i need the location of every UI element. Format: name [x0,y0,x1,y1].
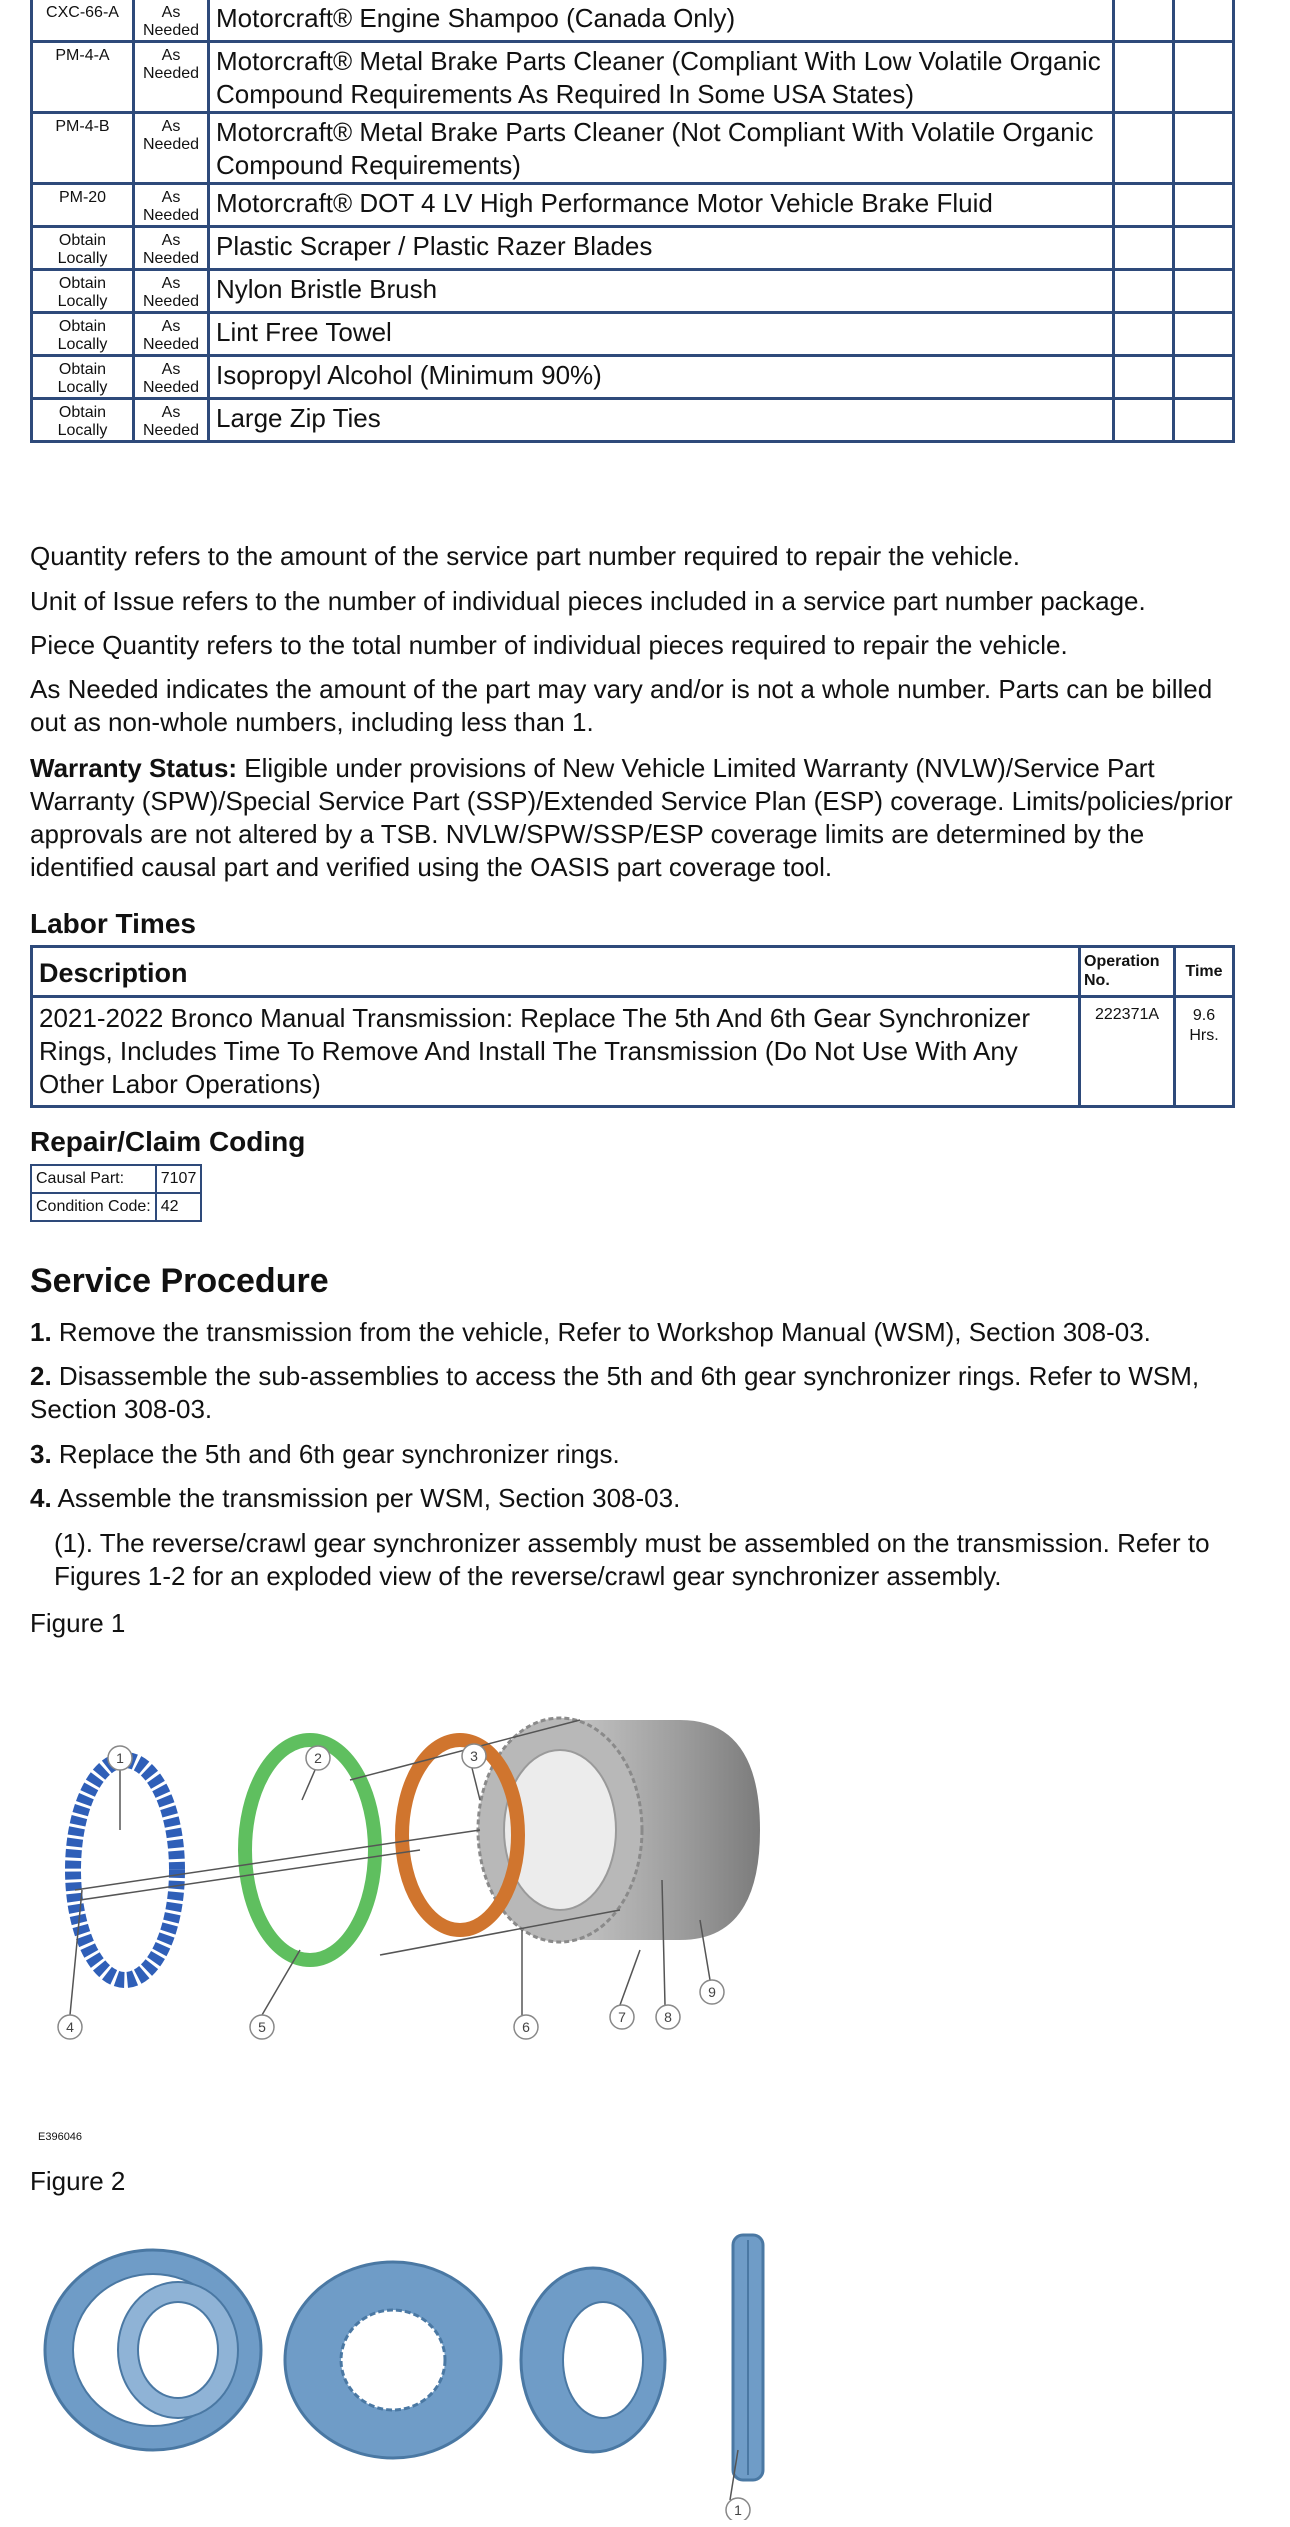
callout-number: 7 [618,2009,626,2025]
quantity-cell: As Needed [134,356,209,399]
callout-number: 4 [66,2019,74,2035]
parts-table-row [32,227,1234,270]
figure-1-label: Figure 1 [30,1608,126,1638]
part-number-cell: PM-4-B [32,113,134,184]
blank-cell [1174,42,1234,113]
parts-table-row [32,0,1234,42]
labor-col-description: Description [32,947,1080,997]
description-cell: Plastic Scraper / Plastic Razer Blades [209,227,1114,270]
procedure-step [30,1316,1260,1349]
condition-code-label: Condition Code: [31,1193,156,1221]
labor-table [30,945,1235,1108]
parts-table-row [32,270,1234,313]
description-cell: Lint Free Towel [209,313,1114,356]
parts-table [30,0,1235,443]
callout-number: 3 [470,1748,478,1764]
blank-cell [1174,184,1234,227]
parts-table-row [32,356,1234,399]
coding-table [30,1164,202,1222]
step-number: 2. [30,1361,52,1391]
repair-claim-coding-heading: Repair/Claim Coding [30,1126,306,1157]
blank-cell [1114,113,1174,184]
quantity-cell: As Needed [134,399,209,442]
step-text: Replace the 5th and 6th gear synchronizer rings. [51,1439,620,1469]
blank-cell [1174,0,1234,42]
as-needed-note: As Needed indicates the amount of the part may vary and/or is not a whole number. Parts can be billed out as non-whole numbers, including less than 1. [30,674,1213,737]
blank-cell [1114,184,1174,227]
parts-table-row [32,399,1234,442]
labor-row [32,997,1234,1107]
parts-table-row [32,42,1234,113]
description-cell: Motorcraft® Metal Brake Parts Cleaner (Compliant With Low Volatile Organic Compound Requirements As Required In Some USA States) [209,42,1114,113]
quantity-cell: As Needed [134,0,209,42]
step-number: 4. [30,1483,52,1513]
labor-col-time: Time [1175,947,1234,997]
step-number: 1. [30,1317,52,1347]
description-cell: Nylon Bristle Brush [209,270,1114,313]
piece-quantity-note: Piece Quantity refers to the total number of individual pieces required to repair the vehicle. [30,630,1068,660]
warranty-text: Eligible under provisions of New Vehicle Limited Warranty (NVLW)/Service Part Warranty (SPW)/Special Service Part (SSP)/Extended Service Plan (ESP) coverage. Limits/policies/prior approvals are not altered by a TSB. NVLW/SPW/SSP/ESP coverage limits are determined by the identified causal part and verified using the OASIS part coverage tool. [30,753,1233,882]
step-text: Assemble the transmission per WSM, Section 308-03. [51,1483,681,1513]
labor-times-heading: Labor Times [30,908,196,939]
description-cell: Motorcraft® Engine Shampoo (Canada Only) [209,0,1114,42]
parts-table-row [32,313,1234,356]
step-text: Disassemble the sub-assemblies to access the 5th and 6th gear synchronizer rings. Refer to WSM, Section 308-03. [30,1361,1200,1424]
quantity-note: Quantity refers to the amount of the service part number required to repair the vehicle. [30,541,1020,571]
blank-cell [1114,0,1174,42]
condition-code-value: 42 [156,1193,202,1221]
blank-cell [1114,399,1174,442]
part-number-cell: Obtain Locally [32,227,134,270]
part-number-cell: Obtain Locally [32,313,134,356]
blue-ring-shape [73,1760,177,1980]
procedure-step [30,1438,1260,1471]
callout-number: 8 [664,2009,672,2025]
callout-number: 1 [734,2502,742,2518]
description-cell: Large Zip Ties [209,399,1114,442]
synchronizer-ring-shape [521,2268,665,2452]
figure-1-code: E396046 [38,2131,83,2143]
hub-gear-shape [285,2262,501,2458]
callout-number: 2 [314,1750,322,1766]
quantity-cell: As Needed [134,113,209,184]
part-number-cell: CXC-66-A [32,0,134,42]
thin-ring-shape [733,2235,763,2480]
green-ring-shape [245,1740,375,1960]
parts-table-row [32,113,1234,184]
blank-cell [1174,270,1234,313]
blank-cell [1114,270,1174,313]
blank-cell [1174,399,1234,442]
warranty-label: Warranty Status: [30,753,238,783]
callout-number: 9 [708,1984,716,2000]
parts-table-row [32,184,1234,227]
procedure-substep: (1). The reverse/crawl gear synchronizer assembly must be assembled on the transmission. Refer to Figures 1-2 for an exploded view of the reverse/crawl gear synchronizer assembly. [54,1528,1210,1591]
causal-part-label: Causal Part: [31,1165,156,1193]
procedure-step [30,1482,1260,1515]
blank-cell [1174,113,1234,184]
unit-of-issue-note: Unit of Issue refers to the number of individual pieces included in a service part number package. [30,586,1146,616]
quantity-cell: As Needed [134,270,209,313]
blank-cell [1114,313,1174,356]
figure-1-exploded-view [40,1700,780,2120]
step-number: 3. [30,1439,52,1469]
blank-cell [1174,313,1234,356]
figure-2-label: Figure 2 [30,2166,126,2196]
service-procedure-heading: Service Procedure [30,1262,329,1300]
step-text: Remove the transmission from the vehicle, Refer to Workshop Manual (WSM), Section 308-03. [51,1317,1151,1347]
causal-part-value: 7107 [156,1165,202,1193]
blank-cell [1114,42,1174,113]
quantity-cell: As Needed [134,227,209,270]
blank-cell [1174,356,1234,399]
labor-time: 9.6 Hrs. [1175,997,1234,1107]
quantity-cell: As Needed [134,42,209,113]
blank-cell [1174,227,1234,270]
labor-description: 2021-2022 Bronco Manual Transmission: Replace The 5th And 6th Gear Synchronizer Rings, Includes Time To Remove And Install The Transmission (Do Not Use With Any Other Labor Operations) [32,997,1080,1107]
labor-header-row [32,947,1234,997]
quantity-cell: As Needed [134,313,209,356]
description-cell: Isopropyl Alcohol (Minimum 90%) [209,356,1114,399]
part-number-cell: Obtain Locally [32,356,134,399]
callout-number: 5 [258,2019,266,2035]
quantity-cell: As Needed [134,184,209,227]
blank-cell [1114,227,1174,270]
warranty-status [30,752,1255,884]
part-number-cell: Obtain Locally [32,270,134,313]
labor-operation: 222371A [1080,997,1175,1107]
procedure-step [30,1360,1260,1426]
part-number-cell: PM-4-A [32,42,134,113]
description-cell: Motorcraft® Metal Brake Parts Cleaner (Not Compliant With Volatile Organic Compound Requirements) [209,113,1114,184]
figure-2-exploded-view [38,2230,798,2520]
blank-cell [1114,356,1174,399]
description-cell: Motorcraft® DOT 4 LV High Performance Motor Vehicle Brake Fluid [209,184,1114,227]
callout-number: 6 [522,2019,530,2035]
part-number-cell: Obtain Locally [32,399,134,442]
labor-col-operation: Operation No. [1080,947,1175,997]
part-number-cell: PM-20 [32,184,134,227]
callout-number: 1 [116,1750,124,1766]
sleeve-ring-shape [45,2250,261,2450]
